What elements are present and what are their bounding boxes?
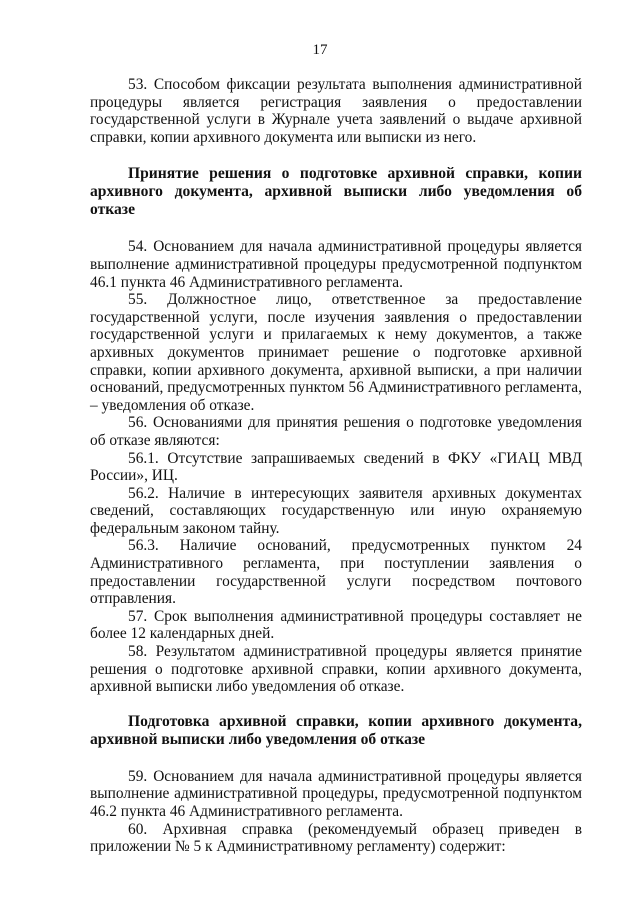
paragraph-56-3: 56.3. Наличие оснований, предусмотренных пунктом 24 Административного регламента, при поступлении заявления о предоставлении государственной услуги посредством почтового отправления. (90, 537, 582, 608)
paragraph-55: 55. Должностное лицо, ответственное за предоставление государственной услуги, после изучения заявления о предоставлении государственной услуги и прилагаемых к нему документов, а также архивных документов принимает решение о подготовке архивной справки, копии архивного документа, архивной выписки, а при наличии оснований, предусмотренных пунктом 56 Административного регламента, – уведомления об отказе. (90, 291, 582, 414)
paragraph-56: 56. Основаниями для принятия решения о подготовке уведомления об отказе являются: (90, 414, 582, 449)
section-heading-preparation: Подготовка архивной справки, копии архивного документа, архивной выписки либо уведомления об отказе (90, 712, 582, 748)
paragraph-59: 59. Основанием для начала административной процедуры является выполнение административной процедуры, предусмотренной подпунктом 46.2 пункта 46 Административного регламента. (90, 767, 582, 820)
page-number: 17 (312, 42, 328, 58)
paragraph-60: 60. Архивная справка (рекомендуемый образец приведен в приложении № 5 к Административному регламенту) содержит: (90, 820, 582, 856)
paragraph-56-1: 56.1. Отсутствие запрашиваемых сведений в ФКУ «ГИАЦ МВД России», ИЦ. (90, 449, 582, 485)
paragraph-57: 57. Срок выполнения административной процедуры составляет не более 12 календарных дней. (90, 607, 582, 643)
section-heading-decision: Принятие решения о подготовке архивной справки, копии архивного документа, архивной выписки либо уведомления об отказе (90, 165, 582, 219)
paragraph-53: 53. Способом фиксации результата выполнения административной процедуры является регистрация заявления о предоставлении государственной услуги в Журнале учета заявлений о выдаче архивной справки, копии архивного документа или выписки из него. (90, 76, 582, 146)
document-body (90, 76, 582, 856)
paragraph-54: 54. Основанием для начала административной процедуры является выполнение административной процедуры предусмотренной подпунктом 46.1 пункта 46 Административного регламента. (90, 238, 582, 291)
paragraph-58: 58. Результатом административной процедуры является принятие решения о подготовке архивной справки, копии архивного документа, архивной выписки либо уведомления об отказе. (90, 643, 582, 696)
paragraph-56-2: 56.2. Наличие в интересующих заявителя архивных документах сведений, составляющих государственную или иную охраняемую федеральным законом тайну. (90, 484, 582, 537)
